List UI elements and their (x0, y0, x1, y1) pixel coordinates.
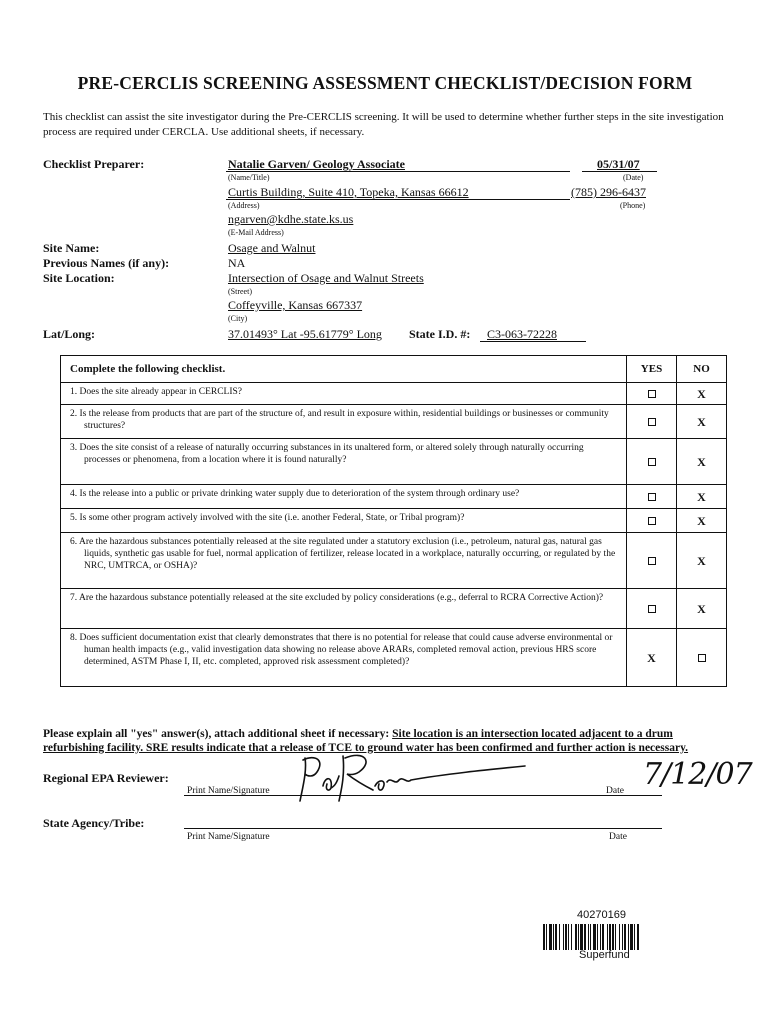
barcode-bar (634, 924, 635, 950)
barcode-number: 40270169 (577, 909, 626, 921)
barcode-bar (543, 924, 545, 950)
preparer-label: Checklist Preparer: (43, 157, 145, 171)
checklist-question-text: 8. Does sufficient documentation exist that clearly demonstrates that there is no potential for release that could cause adverse environmental or human health impacts (e.g., valid investigation data showing no release above ARARs, completed removal action, previous HRS score determined, ASTM Phase I, II, etc. completed, approved risk assessment completed)? (70, 633, 613, 667)
barcode-bar (602, 924, 604, 950)
barcode-bar (612, 924, 614, 950)
barcode-icon (543, 924, 667, 950)
previous-names: NA (228, 256, 246, 270)
preparer-address: Curtis Building, Suite 410, Topeka, Kansas 66612 (228, 185, 469, 199)
no-mark: X (697, 513, 706, 528)
preparer-date-caption: (Date) (623, 173, 644, 182)
empty-checkbox-icon (648, 390, 656, 398)
checklist-question-text: 7. Are the hazardous substance potentially released at the site excluded by policy considerations (e.g., deferral to RCRA Corrective Action)? (70, 593, 604, 603)
barcode-bar (571, 924, 572, 950)
no-mark: X (697, 454, 706, 469)
checklist-header: Complete the following checklist. (61, 356, 627, 383)
checklist-header-row (61, 356, 727, 383)
yes-mark: X (647, 650, 656, 665)
previous-names-label: Previous Names (if any): (43, 256, 170, 270)
no-mark: X (697, 386, 706, 401)
state-date-caption: Date (609, 832, 627, 842)
checklist-question (61, 509, 627, 533)
explanation-label: Please explain all "yes" answer(s), attach additional sheet if necessary: (43, 728, 390, 740)
checklist-question (61, 589, 627, 629)
no-mark: X (697, 489, 706, 504)
page-title: PRE-CERCLIS SCREENING ASSESSMENT CHECKLIST/DECISION FORM (77, 73, 693, 93)
barcode-bar (568, 924, 569, 950)
latlong-value: 37.01493° Lat -95.61779° Long (228, 327, 382, 341)
barcode-bar (590, 924, 591, 950)
regional-reviewer-label: Regional EPA Reviewer: (43, 771, 169, 785)
barcode-label: Superfund (579, 949, 630, 961)
no-answer-cell[interactable] (677, 509, 727, 533)
no-answer-cell[interactable] (677, 439, 727, 485)
preparer-phone-caption: (Phone) (620, 201, 646, 210)
no-column-header: NO (677, 356, 727, 383)
checklist-row (61, 383, 727, 405)
barcode-bar (619, 924, 620, 950)
state-print-caption: Print Name/Signature (187, 832, 270, 842)
preparer-name-caption: (Name/Title) (228, 173, 270, 182)
yes-answer-cell[interactable] (627, 533, 677, 589)
regional-date-caption: Date (606, 786, 624, 796)
site-name: Osage and Walnut (228, 241, 316, 255)
empty-checkbox-icon (648, 517, 656, 525)
state-id-label: State I.D. #: (409, 327, 471, 341)
state-agency-line (184, 828, 662, 829)
no-answer-cell[interactable] (677, 485, 727, 509)
no-mark: X (697, 414, 706, 429)
checklist-row (61, 509, 727, 533)
no-answer-cell[interactable] (677, 383, 727, 405)
checklist-question-text: 6. Are the hazardous substances potentially released at the site regulated under a statutory exclusion (i.e., petroleum, natural gas, natural gas liquids, synthetic gas usable for fuel, normal application of fertilizer, release located in a workplace, naturally occurring, or regulated by the NRC, UMTRCA, or OSHA)? (70, 537, 616, 571)
regional-print-caption: Print Name/Signature (187, 786, 270, 796)
site-location-label: Site Location: (43, 271, 115, 285)
latlong-label: Lat/Long: (43, 327, 96, 341)
barcode-bar (553, 924, 554, 950)
checklist-table (60, 355, 727, 687)
state-id-value: C3-063-72228 (487, 327, 557, 341)
barcode-bar (565, 924, 567, 950)
yes-answer-cell[interactable] (627, 439, 677, 485)
site-city: Coffeyville, Kansas 667337 (228, 298, 363, 312)
empty-checkbox-icon (648, 458, 656, 466)
no-answer-cell[interactable] (677, 405, 727, 439)
checklist-question-text: 5. Is some other program actively involved with the site (i.e. another Federal, State, or Tribal program)? (70, 513, 465, 523)
barcode-bar (584, 924, 586, 950)
empty-checkbox-icon (648, 557, 656, 565)
checklist-question (61, 439, 627, 485)
empty-checkbox-icon (648, 605, 656, 613)
site-city-caption: (City) (228, 314, 248, 323)
checklist-row (61, 439, 727, 485)
barcode-bar (575, 924, 577, 950)
barcode-bar (588, 924, 589, 950)
checklist-row (61, 589, 727, 629)
checklist-question-text: 1. Does the site already appear in CERCLIS? (70, 387, 243, 397)
state-agency-label: State Agency/Tribe: (43, 816, 145, 830)
intro-text: This checklist can assist the site investigator during the Pre-CERCLIS screening. It will be used to determine whether further steps in the site investigation process are required under CERCLA. Use additional sheets, if necessary. (43, 111, 724, 138)
no-mark: X (697, 601, 706, 616)
yes-answer-cell[interactable] (627, 485, 677, 509)
preparer-email: ngarven@kdhe.state.ks.us (228, 212, 354, 226)
no-answer-cell[interactable] (677, 533, 727, 589)
barcode-bar (559, 924, 560, 950)
explanation-text: Site location is an intersection located adjacent to a drum refurbishing facility. SRE results indicate that a release of TCE to ground water has been confirmed and further action is necessary. (43, 728, 689, 754)
barcode-bar (563, 924, 564, 950)
barcode-bar (578, 924, 579, 950)
preparer-date-line (582, 171, 657, 172)
barcode-bar (546, 924, 547, 950)
barcode-bar (628, 924, 629, 950)
yes-answer-cell[interactable] (627, 589, 677, 629)
barcode-bar (580, 924, 583, 950)
yes-answer-cell[interactable] (627, 383, 677, 405)
barcode-bar (607, 924, 608, 950)
checklist-question (61, 383, 627, 405)
barcode-bar (555, 924, 557, 950)
barcode-bar (593, 924, 596, 950)
site-street: Intersection of Osage and Walnut Streets (228, 271, 424, 285)
site-street-caption: (Street) (228, 287, 252, 296)
yes-answer-cell[interactable] (627, 509, 677, 533)
site-name-label: Site Name: (43, 241, 100, 255)
checklist-question-text: 3. Does the site consist of a release of naturally occurring substances in its unaltered form, or altered solely through naturally occurring processes or phenomena, from a location where it is found naturally? (70, 443, 584, 465)
barcode-bar (637, 924, 639, 950)
checklist-row (61, 485, 727, 509)
barcode-bar (597, 924, 598, 950)
barcode-bar (630, 924, 633, 950)
checklist-row (61, 405, 727, 439)
checklist-question (61, 533, 627, 589)
preparer-address-line (226, 199, 570, 200)
barcode-bar (622, 924, 623, 950)
checklist-question (61, 405, 627, 439)
reviewer-date-value: 7/12/07 (643, 757, 752, 792)
preparer-name-line (226, 171, 570, 172)
reviewer-signature (295, 746, 535, 806)
barcode-bar (615, 924, 616, 950)
barcode-bar (549, 924, 552, 950)
state-id-line (480, 341, 586, 342)
checklist-row (61, 629, 727, 687)
preparer-name: Natalie Garven/ Geology Associate (228, 157, 405, 171)
yes-answer-cell[interactable] (627, 405, 677, 439)
checklist-question-text: 4. Is the release into a public or private drinking water supply due to deterioration of the system through ordinary use? (70, 489, 520, 499)
preparer-email-caption: (E-Mail Address) (228, 228, 284, 237)
preparer-date: 05/31/07 (597, 157, 640, 171)
preparer-phone: (785) 296-6437 (571, 185, 646, 199)
yes-column-header: YES (627, 356, 677, 383)
empty-checkbox-icon (648, 493, 656, 501)
barcode-bar (609, 924, 611, 950)
checklist-row (61, 533, 727, 589)
no-answer-cell[interactable] (677, 589, 727, 629)
no-answer-cell[interactable] (677, 629, 727, 687)
empty-checkbox-icon (698, 654, 706, 662)
yes-answer-cell[interactable] (627, 629, 677, 687)
empty-checkbox-icon (648, 418, 656, 426)
checklist-question-text: 2. Is the release from products that are part of the structure of, and result in exposure within, residential buildings or businesses or community structures? (70, 409, 609, 431)
barcode-bar (624, 924, 626, 950)
checklist-question (61, 629, 627, 687)
barcode-bar (600, 924, 601, 950)
no-mark: X (697, 553, 706, 568)
preparer-address-caption: (Address) (228, 201, 260, 210)
checklist-question (61, 485, 627, 509)
